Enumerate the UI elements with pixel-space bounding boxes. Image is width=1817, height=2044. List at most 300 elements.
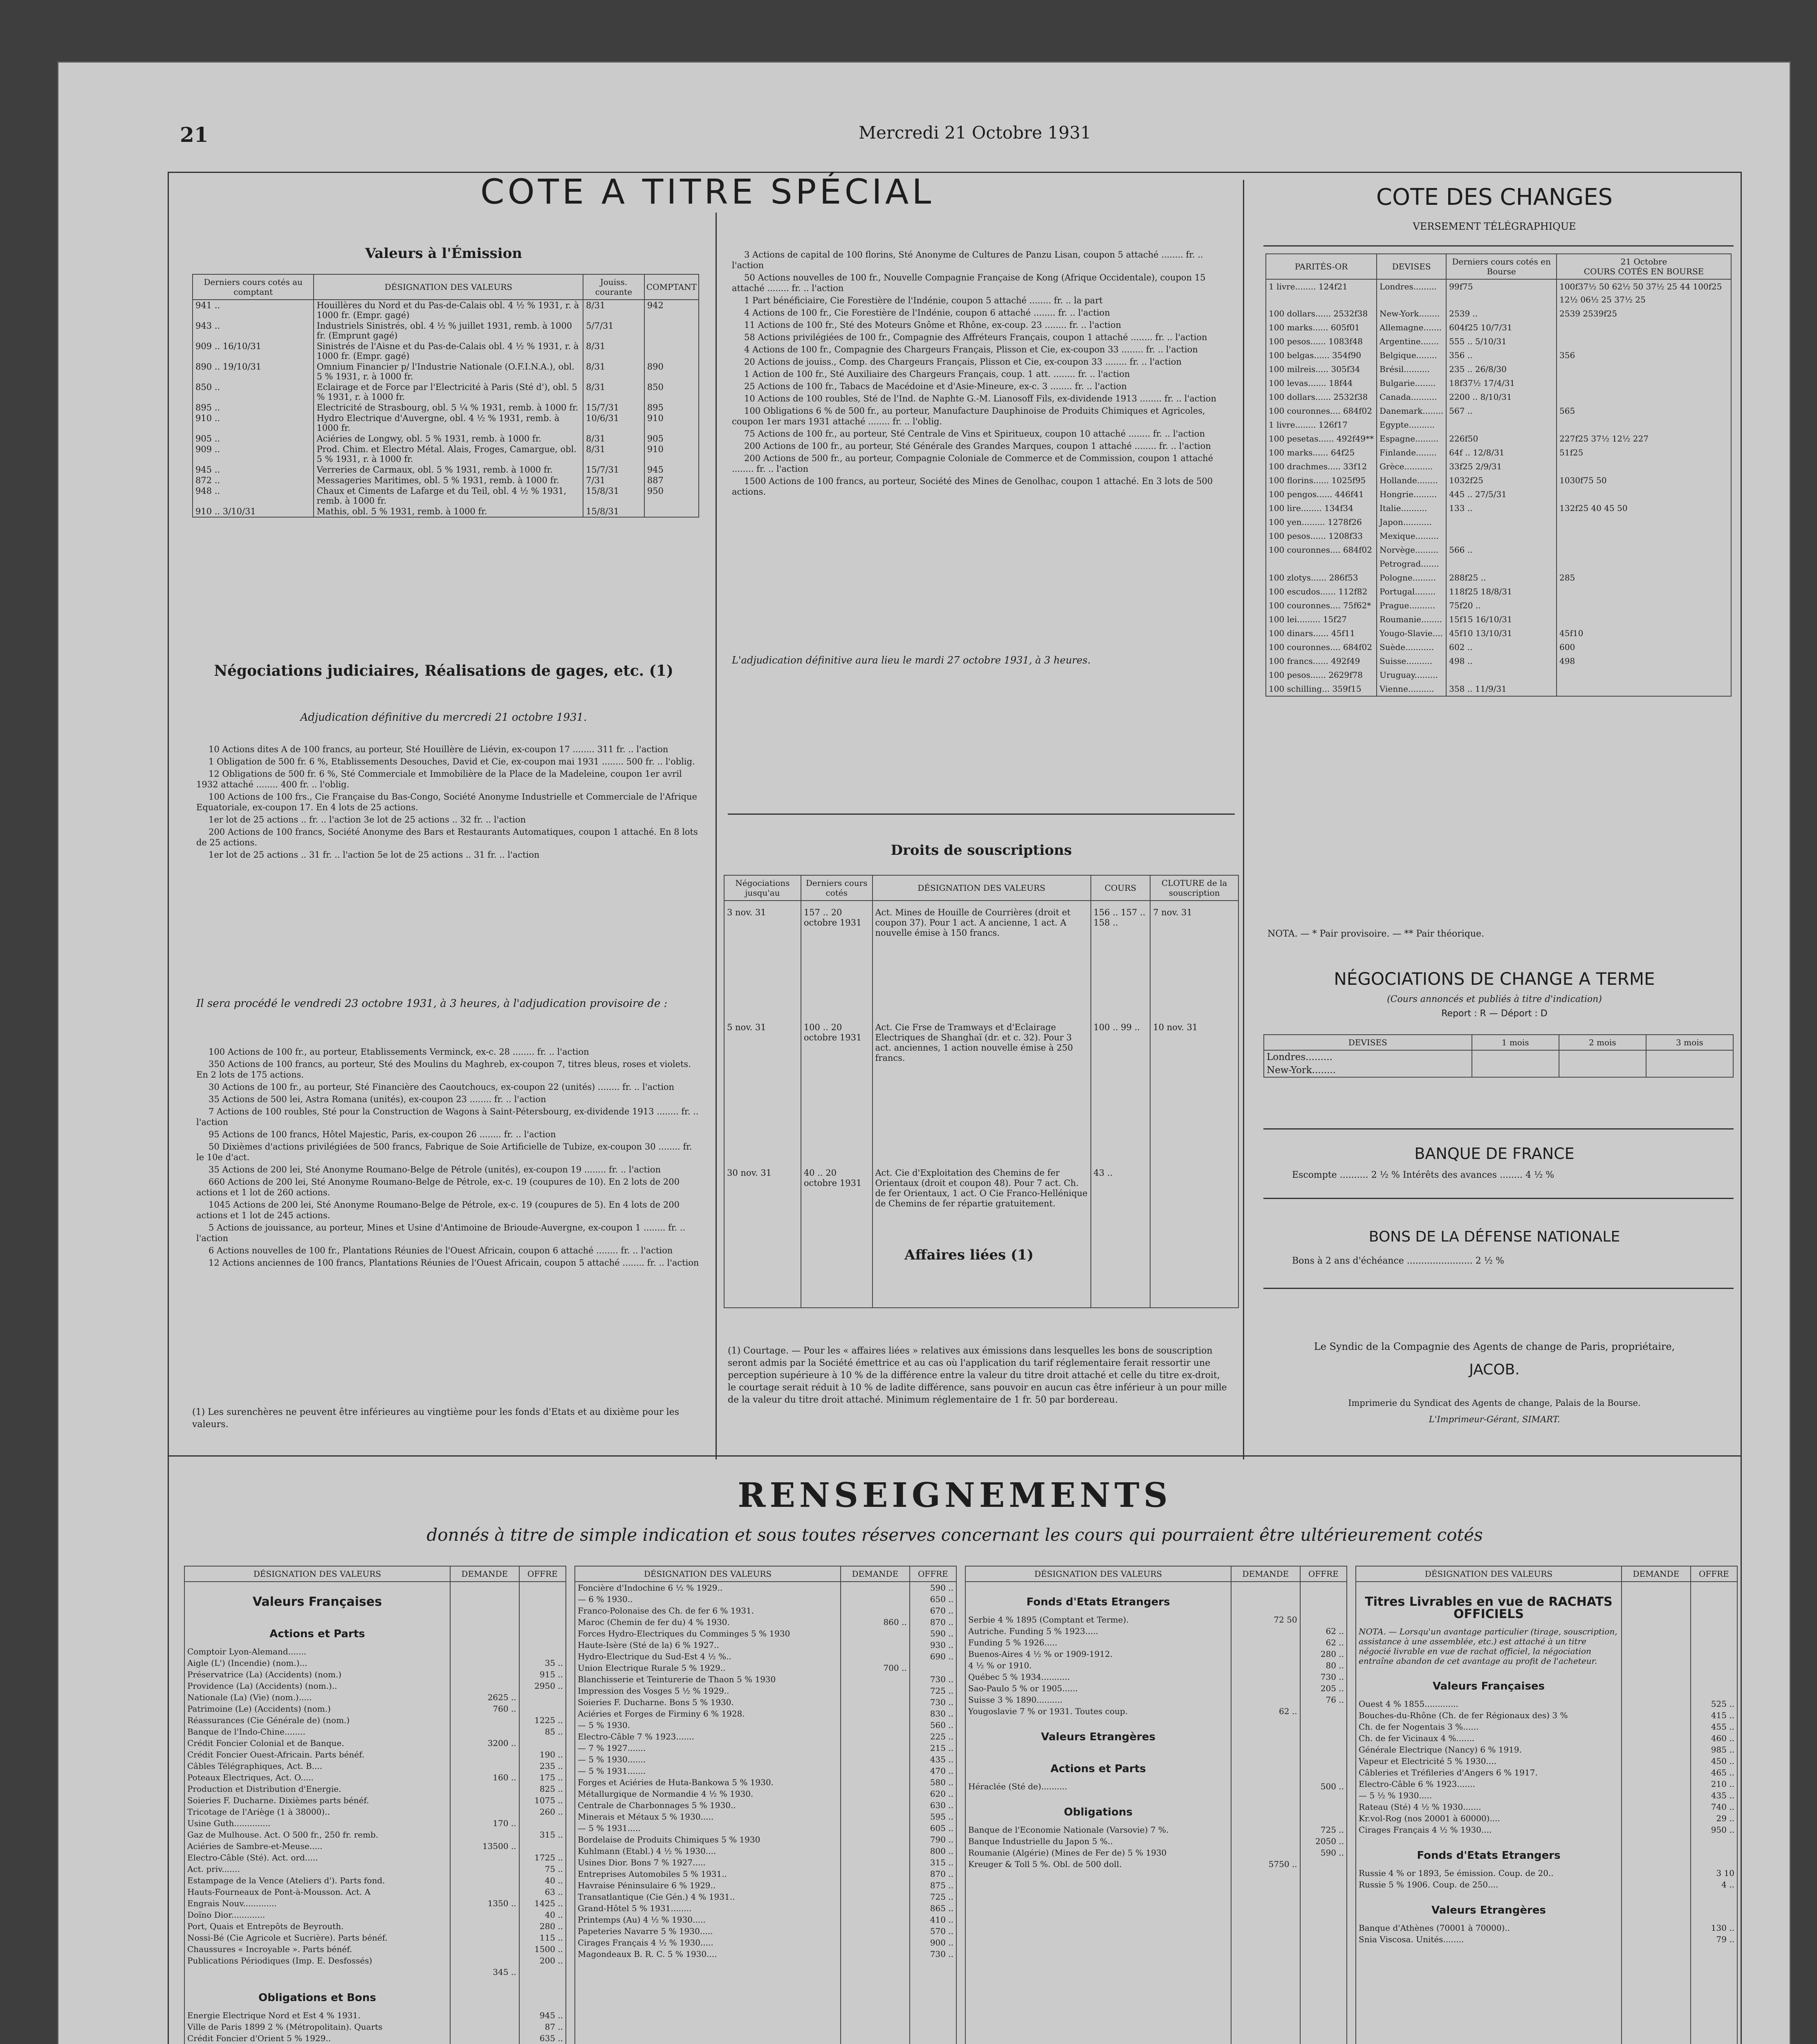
table-cell: Hydro-Electrique du Sud-Est 4 ½ %.. [575, 1651, 841, 1662]
table-cell: Sinistrés de l'Aisne et du Pas-de-Calais obl. 4 ½ % 1931, r. à 1000 fr. (Empr. gagé) [314, 341, 583, 361]
table-row [1356, 1755, 1737, 1767]
table-cell: Portugal........ [1377, 585, 1446, 598]
table-row [184, 2021, 566, 2033]
header-row [184, 1566, 566, 1582]
table-cell: 8/31 [583, 444, 644, 464]
table-cell [910, 1960, 956, 2044]
table-row [193, 433, 699, 444]
table-row [1264, 1064, 1733, 1077]
table-cell: 740 .. [1691, 1801, 1737, 1813]
table-cell: 99f75 [1446, 279, 1557, 307]
table-cell [1622, 1582, 1691, 1626]
table-cell [1557, 598, 1731, 612]
table-cell [644, 320, 699, 341]
table-cell: 100 pesos...... 1208f33 [1266, 529, 1377, 543]
table-cell [1622, 1666, 1691, 1698]
list-item: 50 Actions nouvelles de 100 fr., Nouvelle Compagnie Française de Kong (Afrique Occidentale), coupon 15 attaché ........ fr. .. l'action [732, 273, 1206, 293]
table-cell: 156 .. 157 .. 158 .. [1091, 901, 1151, 1016]
table-cell [1446, 418, 1557, 432]
table-cell [841, 1765, 910, 1777]
table-cell [450, 1863, 519, 1875]
column-header: DEMANDE [1231, 1566, 1300, 1582]
table-cell [1472, 1050, 1559, 1064]
table-cell: 225 .. [910, 1731, 956, 1742]
table-cell: Banque Industrielle du Japon 5 %.. [965, 1836, 1231, 1847]
table-cell [1622, 1698, 1691, 1710]
table-cell: 64f .. 12/8/31 [1446, 446, 1557, 459]
table-cell [450, 1749, 519, 1760]
list-item: 1 Action de 100 fr., Sté Auxiliaire des Chargeurs Français, coup. 1 att. ........ fr. .. l'action [744, 369, 1130, 379]
table-cell: Forces Hydro-Electriques du Comminges 5 % 1930 [575, 1628, 841, 1639]
table-cell [1557, 390, 1731, 404]
table-cell: Kr.vol-Rog (nos 20001 à 60000).... [1356, 1813, 1622, 1824]
table-cell: Providence (La) (Accidents) (nom.).. [184, 1680, 450, 1692]
table-cell: 100 milreis..... 305f34 [1266, 362, 1377, 376]
table-cell: 565 [1557, 404, 1731, 418]
table-row [1266, 487, 1731, 501]
table-row [575, 1662, 956, 1674]
table-cell: 1032f25 [1446, 473, 1557, 487]
table-cell: — 5 % 1931....... [575, 1765, 841, 1777]
table-cell [841, 1719, 910, 1731]
table-row [184, 1909, 566, 1921]
table-cell: 75 .. [519, 1863, 566, 1875]
table-cell: 890 [644, 361, 699, 382]
table-cell: 725 .. [910, 1891, 956, 1903]
section-title: Valeurs Etrangères [965, 1717, 1231, 1749]
table-cell: Ouest 4 % 1855............. [1356, 1698, 1622, 1710]
table-cell [1691, 1626, 1737, 1666]
table-cell: 1 livre........ 124f21 [1266, 279, 1377, 307]
changes-subtitle: VERSEMENT TÉLÉGRAPHIQUE [1413, 221, 1576, 232]
table-row [1356, 1732, 1737, 1744]
table-cell [450, 1955, 519, 1966]
table-cell: Câbles Télégraphiques, Act. B.... [184, 1760, 450, 1772]
table-cell: 100 zlotys...... 286f53 [1266, 571, 1377, 585]
list-item: 30 Actions de 100 fr., au porteur, Sté Financière des Caoutchoucs, ex-coupon 22 (unités) ........ fr. .. l'action [209, 1082, 675, 1092]
table-cell: 915 .. [519, 1669, 566, 1680]
table-row [1266, 473, 1731, 487]
list-item: 1045 Actions de 200 lei, Sté Anonyme Roumano-Belge de Pétrole, ex-c. 19 (coupures de 5). En 4 lots de 200 actions et 1 lot de 245 actions. [196, 1200, 680, 1220]
table-row [1266, 640, 1731, 654]
table-cell: 100 escudos...... 112f82 [1266, 585, 1377, 598]
table-cell: 1500 .. [519, 1943, 566, 1955]
table-cell: 498 .. [1446, 654, 1557, 668]
table-cell: Banque de l'Economie Nationale (Varsovie) 7 %. [965, 1824, 1231, 1836]
table-cell: 280 .. [1300, 1648, 1347, 1660]
table-cell: Sao-Paulo 5 % or 1905...... [965, 1683, 1231, 1694]
table-cell [644, 341, 699, 361]
table-row [1356, 1744, 1737, 1755]
table-cell [1231, 1847, 1300, 1858]
table-cell [841, 1948, 910, 1960]
table-cell: Energie Electrique Nord et Est 4 % 1931. [184, 2010, 450, 2021]
table-cell [450, 1726, 519, 1737]
note-row [1356, 1626, 1737, 1666]
table-row [965, 1648, 1347, 1660]
table-row [575, 1845, 956, 1857]
table-row [1356, 1867, 1737, 1879]
list-item: 25 Actions de 100 fr., Tabacs de Macédoine et d'Asie-Mineure, ex-c. 3 ........ fr. .. l'action [744, 381, 1127, 391]
table-cell [1559, 1050, 1646, 1064]
changes-nota: NOTA. — * Pair provisoire. — ** Pair théorique. [1267, 929, 1485, 939]
table-cell: Estampage de la Vence (Ateliers d'). Parts fond. [184, 1875, 450, 1886]
table-cell: 730 .. [910, 1674, 956, 1685]
table-cell: 76 .. [1300, 1694, 1347, 1706]
table-cell: 5 nov. 31 [724, 1016, 801, 1161]
table-cell [1691, 1945, 1737, 2044]
table-cell: 35 .. [519, 1657, 566, 1669]
table-cell: 358 .. 11/9/31 [1446, 682, 1557, 696]
table-cell: Kreuger & Toll 5 %. Obl. de 500 doll. [965, 1858, 1231, 1870]
table-cell: 900 .. [910, 1937, 956, 1948]
table-cell: Bouches-du-Rhône (Ch. de fer Régionaux des) 3 % [1356, 1710, 1622, 1721]
bons-rule [1263, 1198, 1734, 1199]
table-row [575, 1777, 956, 1788]
column-header: OFFRE [1691, 1566, 1737, 1582]
table-cell: Québec 5 % 1934........... [965, 1671, 1231, 1683]
table-cell: Snia Viscosa. Unités........ [1356, 1934, 1622, 1945]
table-row [724, 1016, 1238, 1161]
table-cell: Réassurances (Cie Générale de) (nom.) [184, 1715, 450, 1726]
table-row [1266, 626, 1731, 640]
table-row [575, 1685, 956, 1697]
table-row [193, 486, 699, 506]
table-row [575, 1719, 956, 1731]
table-cell: Act. Cie Frse de Tramways et d'Eclairage Electriques de Shanghaï (dr. et c. 32). Pour 3 act. anciennes, 1 action nouvelle émise à 250 francs. [873, 1016, 1091, 1161]
section-row [184, 1582, 566, 1614]
table-cell: 345 .. [450, 1966, 519, 1978]
table-row [965, 1660, 1347, 1671]
table-row [193, 320, 699, 341]
table-cell: 100 francs...... 492f49 [1266, 654, 1377, 668]
table-cell: 79 .. [1691, 1934, 1737, 1945]
table-cell [841, 1925, 910, 1937]
table-cell: 118f25 18/8/31 [1446, 585, 1557, 598]
table-cell: 18f37½ 17/4/31 [1446, 376, 1557, 390]
table-cell: Kuhlmann (Etabl.) 4 ½ % 1930.... [575, 1845, 841, 1857]
table-cell: 5/7/31 [583, 320, 644, 341]
table-cell: Haute-Isère (Sté de la) 6 % 1927.. [575, 1639, 841, 1651]
table-cell: 190 .. [519, 1749, 566, 1760]
table-cell: 470 .. [910, 1765, 956, 1777]
table-row [575, 1616, 956, 1628]
table-cell: Hollande........ [1377, 473, 1446, 487]
section-title: Obligations et Bons [184, 1978, 450, 2010]
table-cell [1646, 1064, 1733, 1077]
section-row [184, 1978, 566, 2010]
table-row [184, 1863, 566, 1875]
table-cell: 10/6/31 [583, 413, 644, 433]
table-cell [450, 2021, 519, 2033]
table-cell [841, 1834, 910, 1845]
table-cell [644, 506, 699, 517]
table-cell [1557, 487, 1731, 501]
table-cell [1266, 557, 1377, 571]
table-row [1266, 404, 1731, 418]
table-cell: Uruguay......... [1377, 668, 1446, 682]
table-cell: Grand-Hôtel 5 % 1931........ [575, 1903, 841, 1914]
table-cell: Héraclée (Sté de).......... [965, 1781, 1231, 1792]
table-cell: 29 .. [1691, 1813, 1737, 1824]
table-cell: 51f25 [1557, 446, 1731, 459]
table-cell: 100 lei......... 15f27 [1266, 612, 1377, 626]
changes-rule [1263, 245, 1734, 247]
emission-table [192, 274, 699, 518]
table-row [184, 1921, 566, 1932]
filler-row [965, 1870, 1347, 2044]
table-cell: Hongrie......... [1377, 487, 1446, 501]
table-cell: 860 .. [841, 1616, 910, 1628]
table-cell: Petrograd....... [1377, 557, 1446, 571]
table-cell: 7/31 [583, 475, 644, 486]
table-row [1266, 459, 1731, 473]
table-row [1266, 376, 1731, 390]
table-cell: 200 .. [519, 1955, 566, 1966]
table-row [1266, 529, 1731, 543]
table-cell [1300, 1717, 1347, 1749]
table-cell: 2539 .. [1446, 307, 1557, 320]
table-cell [841, 1777, 910, 1788]
note-text: NOTA. — Lorsqu'un avantage particulier (tirage, souscription, assistance à une assemblée, etc.) est attaché à un titre négocié livrable en vue de rachat officiel, la négociation entraîne abandon de cet avantage au profit de l'acheteur. [1356, 1626, 1622, 1666]
droits-rule [728, 814, 1235, 815]
column-header: DÉSIGNATION DES VALEURS [873, 875, 1091, 901]
table-cell: 62 .. [1300, 1625, 1347, 1637]
table-cell: 895 [644, 402, 699, 413]
banque-title: BANQUE DE FRANCE [1414, 1145, 1575, 1163]
table-cell: 62 .. [1300, 1637, 1347, 1648]
table-cell: 590 .. [910, 1582, 956, 1594]
table-cell: 595 .. [910, 1811, 956, 1822]
table-cell [965, 1870, 1231, 2044]
table-row [184, 1943, 566, 1955]
table-cell [1231, 1717, 1300, 1749]
table-cell: 100 pesetas...... 492f49** [1266, 432, 1377, 446]
table-cell: Act. Cie d'Exploitation des Chemins de fer Orientaux (droit et coupon 48). Pour 7 act. Ch. de fer Orientaux, 1 act. O Cie Franco-Hellénique de Chemins de fer répartie gratuitement. [873, 1161, 1091, 1308]
list-item: 200 Actions de 500 fr., au porteur, Compagnie Coloniale de Commerce et de Commission, coupon 1 attaché ........ fr. .. l'action [732, 453, 1214, 474]
table-row [1266, 348, 1731, 362]
table-cell [841, 1811, 910, 1822]
list-item: 20 Actions de jouiss., Comp. des Chargeurs Français, Plisson et Cie, ex-coupon 33 ........ fr. .. l'action [744, 357, 1182, 367]
table-cell [1691, 1582, 1737, 1626]
table-row [1266, 418, 1731, 432]
list-item: 58 Actions privilégiées de 100 fr., Compagnie des Affréteurs Français, coupon 1 attaché ........ fr. .. l'action [744, 332, 1207, 342]
table-cell: Russie 5 % 1906. Coup. de 250.... [1356, 1879, 1622, 1890]
section-title: Fonds d'Etats Etrangers [1356, 1836, 1622, 1867]
table-cell: 865 .. [910, 1903, 956, 1914]
table-cell: 1 livre........ 126f17 [1266, 418, 1377, 432]
table-cell [450, 1715, 519, 1726]
table-row [575, 1628, 956, 1639]
table-row [575, 1880, 956, 1891]
table-cell [841, 1857, 910, 1868]
table-cell: Suisse.......... [1377, 654, 1446, 668]
table-cell: 945 .. [519, 2010, 566, 2021]
section-row [965, 1749, 1347, 1781]
column-header: DEMANDE [1622, 1566, 1691, 1582]
provisoire-title: Il sera procédé le vendredi 23 octobre 1931, à 3 heures, à l'adjudication provisoire de : [196, 997, 668, 1010]
negociations-title: Négociations judiciaires, Réalisations de gages, etc. (1) [214, 662, 673, 679]
renseignements-table [184, 1566, 566, 2044]
table-row [184, 1806, 566, 1818]
table-cell [450, 1760, 519, 1772]
table-cell [1646, 1050, 1733, 1064]
table-cell [841, 1628, 910, 1639]
column-header: DÉSIGNATION DES VALEURS [314, 274, 583, 300]
table-cell: Havraise Péninsulaire 6 % 1929.. [575, 1880, 841, 1891]
table-cell: New-York........ [1377, 307, 1446, 320]
section-row [965, 1792, 1347, 1824]
section-title: Actions et Parts [965, 1749, 1231, 1781]
table-cell: Crédit Foncier Colonial et de Banque. [184, 1737, 450, 1749]
table-row [1266, 585, 1731, 598]
table-row [1266, 682, 1731, 696]
table-cell [841, 1868, 910, 1880]
table-cell: Maroc (Chemin de fer du) 4 % 1930. [575, 1616, 841, 1628]
table-cell: Bulgarie........ [1377, 376, 1446, 390]
table-cell: Russie 4 % or 1893, 5e émission. Coup. de 20.. [1356, 1867, 1622, 1879]
table-cell: Danemark........ [1377, 404, 1446, 418]
table-cell: Yougo-Slavie.... [1377, 626, 1446, 640]
table-row [184, 2033, 566, 2044]
table-cell: 872 .. [193, 475, 314, 486]
table-row [965, 1625, 1347, 1637]
table-row [184, 1932, 566, 1943]
table-cell: 825 .. [519, 1783, 566, 1795]
table-cell [450, 1829, 519, 1840]
table-cell: Suède........... [1377, 640, 1446, 654]
table-cell: Bordelaise de Produits Chimiques 5 % 1930 [575, 1834, 841, 1845]
table-cell: 315 .. [910, 1857, 956, 1868]
table-cell [1622, 1824, 1691, 1836]
table-cell: 985 .. [1691, 1744, 1737, 1755]
table-cell [841, 1788, 910, 1800]
table-cell: Gaz de Mulhouse. Act. O 500 fr., 250 fr. remb. [184, 1829, 450, 1840]
table-row [575, 1708, 956, 1719]
table-cell [1446, 515, 1557, 529]
table-cell: 100 schilling... 359f15 [1266, 682, 1377, 696]
list-item: 200 Actions de 100 francs, Société Anonyme des Bars et Restaurants Automatiques, coupon 1 attaché. En 8 lots de 25 actions. [196, 827, 698, 847]
table-cell: Patrimoine (Le) (Accidents) (nom.) [184, 1703, 450, 1715]
table-cell [519, 1818, 566, 1829]
table-cell: 2539 2539f25 [1557, 307, 1731, 320]
table-cell [1622, 1778, 1691, 1790]
cote-titre-title: COTE A TITRE SPÉCIAL [480, 172, 935, 212]
table-row [575, 1674, 956, 1685]
table-cell: 100 couronnes.... 75f62* [1266, 598, 1377, 612]
table-cell [1622, 1744, 1691, 1755]
section-row [1356, 1836, 1737, 1867]
table-cell: 285 [1557, 571, 1731, 585]
table-row [193, 361, 699, 382]
table-cell [1622, 1879, 1691, 1890]
table-cell [519, 1737, 566, 1749]
table-cell [841, 1822, 910, 1834]
list-item: 75 Actions de 100 fr., au porteur, Sté Centrale de Vins et Spiritueux, coupon 10 attaché ........ fr. .. l'action [744, 429, 1205, 439]
table-cell: 100 yen......... 1278f26 [1266, 515, 1377, 529]
table-cell: Transatlantique (Cie Gén.) 4 % 1931.. [575, 1891, 841, 1903]
table-cell: 498 [1557, 654, 1731, 668]
filler-row [1356, 1945, 1737, 2044]
section-row [184, 1614, 566, 1646]
table-cell: Act. Mines de Houille de Courrières (droit et coupon 37). Pour 1 act. A ancienne, 1 act. A nouvelle émise à 150 francs. [873, 901, 1091, 1016]
table-cell [1691, 1836, 1737, 1867]
table-cell: Yougoslavie 7 % or 1931. Toutes coup. [965, 1706, 1231, 1717]
table-cell [450, 1614, 519, 1646]
table-cell: Verreries de Carmaux, obl. 5 % 1931, remb. à 1000 fr. [314, 464, 583, 475]
table-cell: Roumanie........ [1377, 612, 1446, 626]
table-cell: Electro-Câble 7 % 1923....... [575, 1731, 841, 1742]
table-row [184, 1669, 566, 1680]
table-cell: 910 [644, 444, 699, 464]
table-row [575, 1937, 956, 1948]
table-cell: Nationale (La) (Vie) (nom.)..... [184, 1692, 450, 1703]
table-cell [1231, 1648, 1300, 1660]
table-cell [450, 1921, 519, 1932]
table-cell: 100 pengos...... 446f41 [1266, 487, 1377, 501]
table-cell: 1425 .. [519, 1898, 566, 1909]
table-row [575, 1651, 956, 1662]
table-cell: Chaux et Ciments de Lafarge et du Teil, obl. 4 ½ % 1931, remb. à 1000 fr. [314, 486, 583, 506]
list-item: 12 Obligations de 500 fr. 6 %, Sté Commerciale et Immobilière de la Place de la Madeleine, coupon 1er avril 1932 attaché ........ 400 fr. .. l'oblig. [196, 769, 682, 789]
table-row [1266, 320, 1731, 334]
table-cell [841, 1582, 910, 1594]
table-cell: Pologne......... [1377, 571, 1446, 585]
table-cell: 2625 .. [450, 1692, 519, 1703]
table-row [184, 1749, 566, 1760]
table-cell [1446, 668, 1557, 682]
table-cell [841, 1639, 910, 1651]
table-row [184, 1886, 566, 1898]
table-cell [1557, 418, 1731, 432]
renseignements-table [965, 1566, 1347, 2044]
table-cell: Industriels Sinistrés, obl. 4 ½ % juillet 1931, remb. à 1000 fr. (Emprunt gagé) [314, 320, 583, 341]
table-cell [1300, 1858, 1347, 1870]
table-cell: 410 .. [910, 1914, 956, 1925]
table-cell: 930 .. [910, 1639, 956, 1651]
list-item: 1 Obligation de 500 fr. 6 %, Etablissements Desouches, David et Cie, ex-coupon mai 1931 ........ 500 fr. .. l'oblig. [209, 757, 695, 766]
table-cell: Ch. de fer Nogentais 3 %...... [1356, 1721, 1622, 1732]
table-cell [1622, 1721, 1691, 1732]
table-cell: 100 dinars...... 45f11 [1266, 626, 1377, 640]
table-row [1356, 1790, 1737, 1801]
table-cell: Funding 5 % 1926..... [965, 1637, 1231, 1648]
table-row [184, 2010, 566, 2021]
table-cell: 87 .. [519, 2021, 566, 2033]
table-cell: Minerais et Métaux 5 % 1930..... [575, 1811, 841, 1822]
table-cell: 8/31 [583, 341, 644, 361]
table-cell [1557, 682, 1731, 696]
table-cell [450, 1795, 519, 1806]
table-cell: 435 .. [1691, 1790, 1737, 1801]
table-cell: 604f25 10/7/31 [1446, 320, 1557, 334]
table-cell: Union Electrique Rurale 5 % 1929.. [575, 1662, 841, 1674]
table-cell: 910 [644, 413, 699, 433]
table-cell [1622, 1922, 1691, 1934]
table-cell: 650 .. [910, 1594, 956, 1605]
table-cell [1691, 1890, 1737, 1922]
table-cell [575, 1960, 841, 2044]
table-cell: 870 .. [910, 1868, 956, 1880]
table-row [575, 1788, 956, 1800]
gerant-text: L'Imprimeur-Gérant, SIMART. [1429, 1414, 1560, 1424]
table-cell: 909 .. [193, 444, 314, 464]
table-cell [450, 1886, 519, 1898]
table-cell: Roumanie (Algérie) (Mines de Fer de) 5 % 1930 [965, 1847, 1231, 1858]
table-cell: 45f10 13/10/31 [1446, 626, 1557, 640]
table-row [575, 1754, 956, 1765]
table-cell [1557, 668, 1731, 682]
